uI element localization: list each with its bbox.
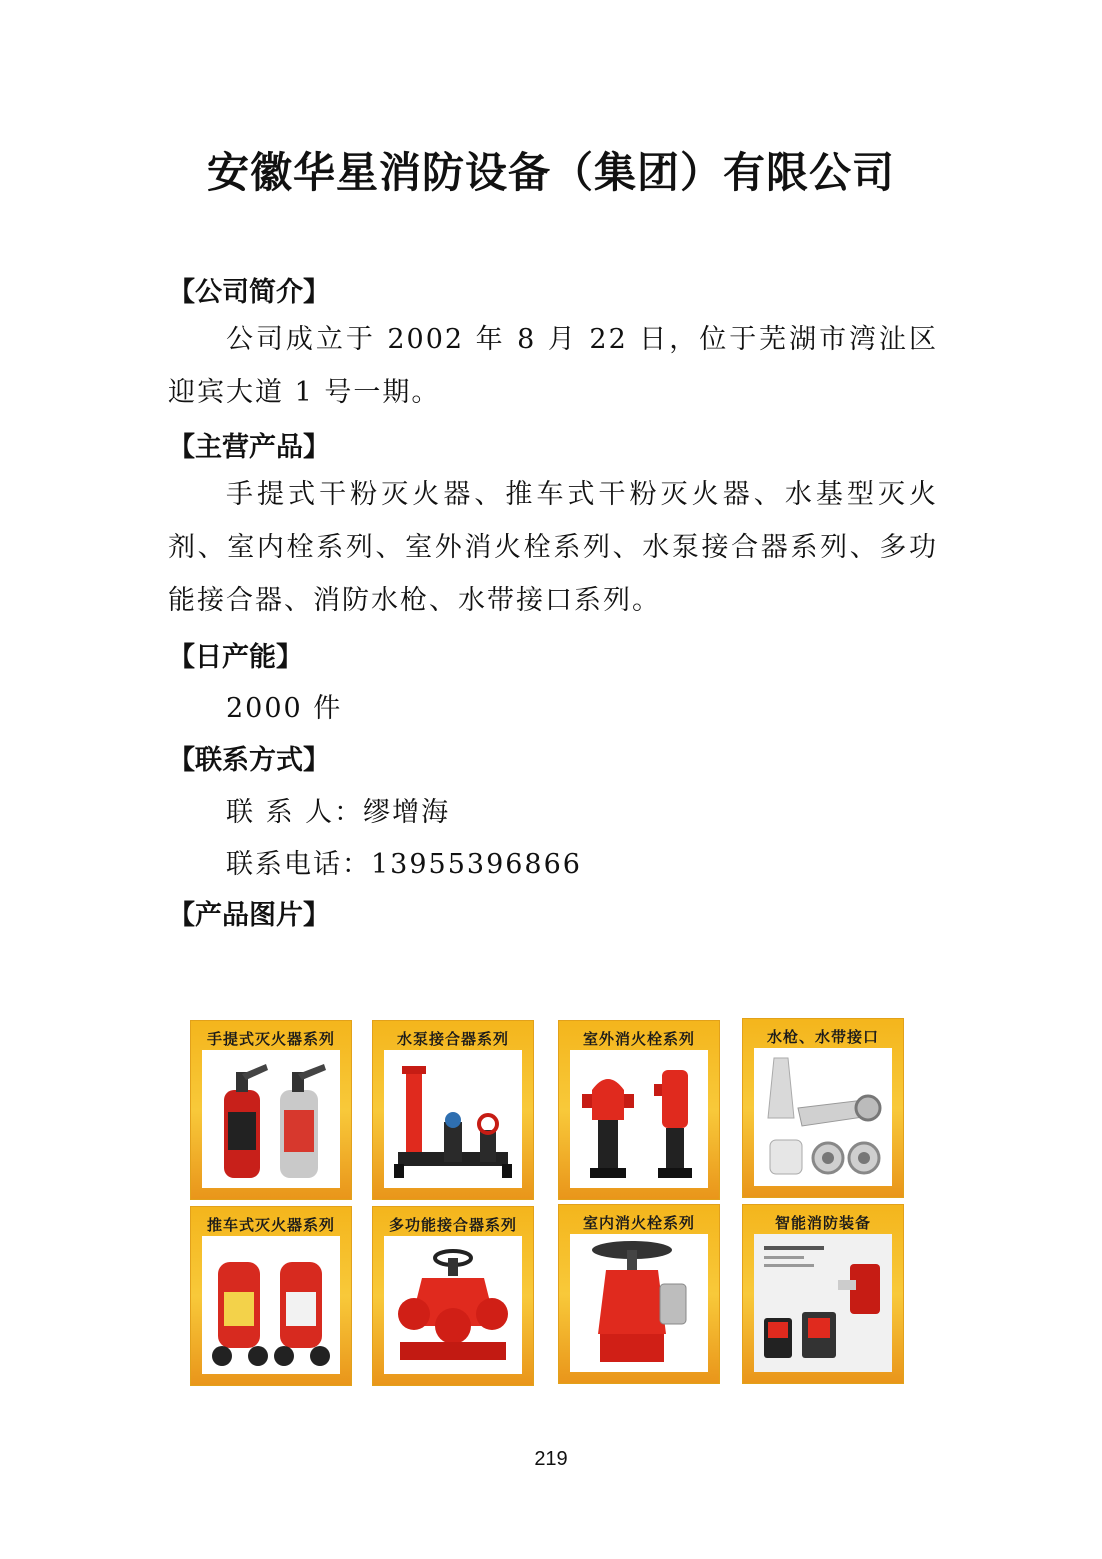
heading-products: 【主营产品】 (168, 432, 330, 463)
gallery-caption: 室内消火栓系列 (582, 1214, 695, 1232)
gallery-caption: 水枪、水带接口 (766, 1028, 879, 1046)
gallery-card (558, 1020, 720, 1200)
gallery-caption: 手提式灭火器系列 (206, 1030, 335, 1048)
gallery-caption: 多功能接合器系列 (388, 1216, 517, 1234)
heading-images: 【产品图片】 (168, 900, 330, 931)
heading-contact: 【联系方式】 (168, 745, 330, 776)
page-number: 219 (534, 1448, 568, 1470)
gallery-card (190, 1206, 352, 1386)
heading-capacity: 【日产能】 (168, 642, 303, 673)
product-gallery (190, 1018, 902, 1388)
gallery-caption: 智能消防装备 (774, 1214, 871, 1232)
gallery-caption: 水泵接合器系列 (396, 1030, 509, 1048)
robot-icon (754, 1234, 892, 1372)
gallery-card (742, 1204, 904, 1384)
extinguisher-icon (202, 1050, 340, 1188)
cart-extinguisher-icon (202, 1236, 340, 1374)
gallery-caption: 推车式灭火器系列 (206, 1216, 335, 1234)
gallery-card (558, 1204, 720, 1384)
gallery-card (372, 1206, 534, 1386)
contact-phone: 联系电话：13955396866 (226, 849, 582, 880)
intro-text: 公司成立于 2002 年 8 月 22 日，位于芜湖市湾沚区迎宾大道 1 号一期。 (168, 324, 938, 408)
gallery-caption: 室外消火栓系列 (582, 1030, 695, 1048)
gallery-card (742, 1018, 904, 1198)
page-title: 安徽华星消防设备（集团）有限公司 (206, 148, 895, 197)
products-text: 手提式干粉灭火器、推车式干粉灭火器、水基型灭火剂、室内栓系列、室外消火栓系列、水泵接合器系列、多功能接合器、消防水枪、水带接口系列。 (168, 479, 938, 616)
multi-adapter-icon (384, 1236, 522, 1374)
heading-intro: 【公司简介】 (168, 277, 330, 308)
pump-adapter-icon (384, 1050, 522, 1188)
gallery-card (190, 1020, 352, 1200)
nozzle-icon (754, 1048, 892, 1186)
capacity-text: 2000 件 (226, 693, 343, 724)
hydrant-icon (570, 1050, 708, 1188)
indoor-hydrant-icon (570, 1234, 708, 1372)
contact-person: 联 系 人：缪增海 (226, 797, 451, 828)
gallery-card (372, 1020, 534, 1200)
